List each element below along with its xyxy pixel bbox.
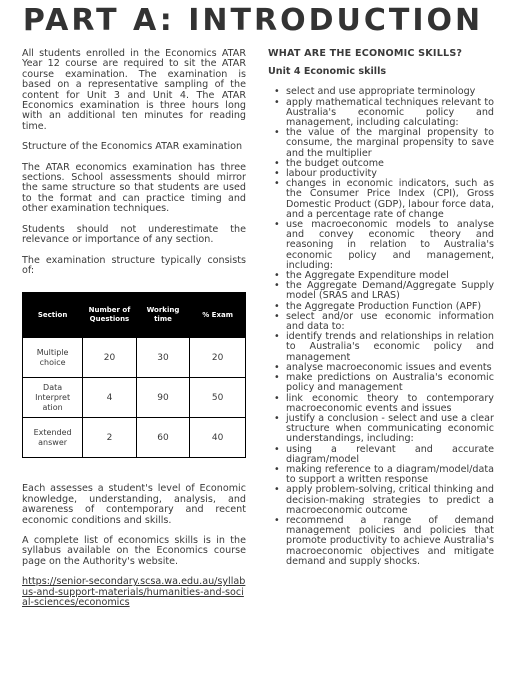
list-item: • make predictions on Australia's economic policy and management (286, 373, 494, 393)
table-row (23, 378, 246, 418)
right-column (268, 49, 494, 567)
underestimate-paragraph: Students should not underestimate the relevance or importance of any section. (22, 223, 246, 246)
page-title: PART A: INTRODUCTION (22, 3, 484, 38)
table-row (23, 338, 246, 378)
header-percent-exam: % Exam (190, 293, 246, 338)
list-item: • using a relevant and accurate diagram/model (286, 445, 494, 465)
list-item: • apply problem-solving, critical thinking and decision-making strategies to predict a macroeconomic outcome (286, 485, 494, 516)
list-item: • apply mathematical techniques relevant to Australia's economic policy and management, including calculating: (286, 98, 494, 129)
list-item: • select and/or use economic information and data to: (286, 312, 494, 332)
list-item: • identify trends and relationships in relation to Australia's economic policy and management (286, 332, 494, 363)
table-row (23, 418, 246, 458)
skills-heading: WHAT ARE THE ECONOMIC SKILLS? (268, 48, 463, 59)
cell-time: 60 (136, 418, 190, 458)
unit-4-subheading: Unit 4 Economic skills (268, 66, 387, 78)
exam-structure-table (22, 292, 246, 458)
table-header-row (23, 293, 246, 338)
skills-list-paragraph: A complete list of economics skills is in the syllabus available on the Economics course page on the Authority's website. (22, 534, 246, 567)
list-item: • the Aggregate Demand/Aggregate Supply model (SRAS and LRAS) (286, 281, 494, 301)
list-item: • labour productivity (286, 169, 494, 179)
list-item: • the Aggregate Expenditure model (286, 271, 494, 281)
list-item: • recommend a range of demand management policies and policies that promote productivity to achieve Australia's macroeconomic objectives and mitigate demand and supply shocks. (286, 516, 494, 567)
list-item: • use macroeconomic models to analyse and convey economic theory and reasoning in relation to Australia's economic policy and management, including: (286, 220, 494, 271)
cell-percent: 40 (190, 418, 246, 458)
sections-paragraph: The ATAR economics examination has three sections. School assessments should mirror the same structure so that students are used to the format and can practice timing and other examination techniques. (22, 161, 246, 215)
header-number-of-questions: Number of Questions (83, 293, 137, 338)
skills-list (268, 87, 494, 567)
syllabus-link[interactable]: https://senior-secondary.scsa.wa.edu.au/syllabus-and-support-materials/humanities-and-social-sciences/economics (22, 576, 246, 608)
list-item: • the value of the marginal propensity to consume, the marginal propensity to save and the multiplier (286, 128, 494, 159)
cell-time: 90 (136, 378, 190, 418)
cell-section: Data Interpret ation (23, 378, 83, 418)
cell-questions: 20 (83, 338, 137, 378)
header-section: Section (23, 293, 83, 338)
intro-paragraph: All students enrolled in the Economics ATAR Year 12 course are required to sit the ATAR course examination. The examination is based on a representative sampling of the content for Unit 3 and Unit 4. The ATAR Economics examination is three hours long with an additional ten minutes for reading time. (22, 48, 246, 132)
cell-section: Multiple choice (23, 338, 83, 378)
cell-percent: 20 (190, 338, 246, 378)
list-item: • the Aggregate Production Function (APF) (286, 302, 494, 312)
cell-questions: 4 (83, 378, 137, 418)
assesses-paragraph: Each assesses a student's level of Economic knowledge, understanding, analysis, and awareness of contemporary and recent economic conditions and skills. (22, 483, 246, 526)
header-working-time: Working time (136, 293, 190, 338)
list-item: • justify a conclusion - select and use a clear structure when communicating economic understandings, including: (286, 414, 494, 445)
list-item: • making reference to a diagram/model/data to support a written response (286, 465, 494, 485)
structure-paragraph: The examination structure typically consists of: (22, 254, 246, 276)
list-item: • the budget outcome (286, 159, 494, 169)
list-item: • select and use appropriate terminology (286, 87, 494, 97)
list-item: • link economic theory to contemporary macroeconomic events and issues (286, 394, 494, 414)
cell-time: 30 (136, 338, 190, 378)
cell-percent: 50 (190, 378, 246, 418)
list-item: • changes in economic indicators, such as the Consumer Price Index (CPI), Gross Domestic Product (GDP), labour force data, and a percentage rate of change (286, 179, 494, 220)
list-item: • analyse macroeconomic issues and events (286, 363, 494, 373)
structure-heading: Structure of the Economics ATAR examination (22, 141, 243, 153)
left-column (22, 49, 246, 608)
cell-questions: 2 (83, 418, 137, 458)
cell-section: Extended answer (23, 418, 83, 458)
